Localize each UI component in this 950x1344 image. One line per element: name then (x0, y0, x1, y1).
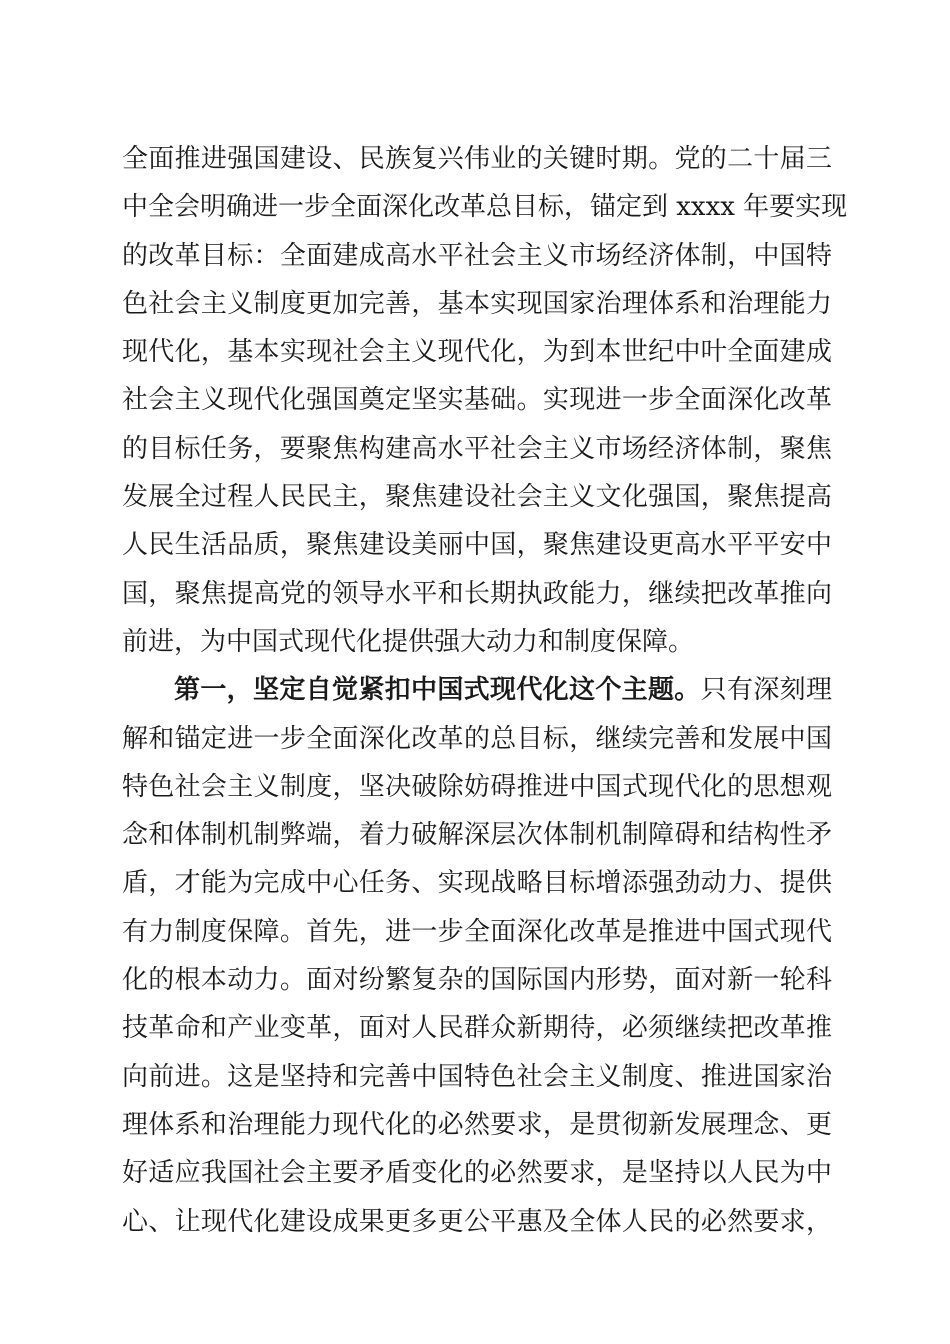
paragraph-line: 解和锚定进一步全面深化改革的总目标，继续完善和发展中国 (122, 723, 832, 754)
section-heading: 第一，坚定自觉紧扣中国式现代化这个主题。 (174, 675, 701, 706)
paragraph-line: 化的根本动力。面对纷繁复杂的国际国内形势，面对新一轮科 (122, 965, 832, 996)
paragraph-line: 色社会主义制度更加完善，基本实现国家治理体系和治理能力 (122, 288, 832, 319)
paragraph-line: 技革命和产业变革，面对人民群众新期待，必须继续把改革推 (122, 1013, 832, 1044)
document-body (122, 135, 848, 1246)
paragraph-1 (122, 135, 848, 666)
paragraph-line: 人民生活品质，聚焦建设美丽中国，聚焦建设更高水平平安中 (122, 530, 832, 561)
paragraph-line: 中全会明确进一步全面深化改革总目标，锚定到 xxxx 年要实现 (122, 192, 848, 223)
paragraph-line: 前进，为中国式现代化提供强大动力和制度保障。 (122, 626, 695, 657)
paragraph-line: 现代化，基本实现社会主义现代化，为到本世纪中叶全面建成 (122, 337, 832, 368)
paragraph-line: 向前进。这是坚持和完善中国特色社会主义制度、推进国家治 (122, 1061, 832, 1092)
paragraph-line: 特色社会主义制度，坚决破除妨碍推进中国式现代化的思想观 (122, 771, 832, 802)
paragraph-line: 有力制度保障。首先，进一步全面深化改革是推进中国式现代 (122, 916, 832, 947)
paragraph-line: 理体系和治理能力现代化的必然要求，是贯彻新发展理念、更 (122, 1109, 832, 1140)
paragraph-2 (122, 666, 832, 1246)
paragraph-line: 念和体制机制弊端，着力破解深层次体制机制障碍和结构性矛 (122, 820, 832, 851)
paragraph-line: 的目标任务，要聚焦构建高水平社会主义市场经济体制，聚焦 (122, 433, 832, 464)
paragraph-line: 好适应我国社会主要矛盾变化的必然要求，是坚持以人民为中 (122, 1158, 832, 1189)
paragraph-line: 国，聚焦提高党的领导水平和长期执政能力，继续把改革推向 (122, 578, 832, 609)
paragraph-line: 盾，才能为完成中心任务、实现战略目标增添强劲动力、提供 (122, 868, 832, 899)
paragraph-line: 社会主义现代化强国奠定坚实基础。实现进一步全面深化改革 (122, 385, 832, 416)
paragraph-line: 心、让现代化建设成果更多更公平惠及全体人民的必然要求， (122, 1206, 832, 1237)
paragraph-line: 的改革目标：全面建成高水平社会主义市场经济体制，中国特 (122, 240, 832, 271)
paragraph-line-rest: 只有深刻理 (700, 675, 832, 706)
paragraph-first-line (122, 666, 832, 714)
paragraph-line: 发展全过程人民民主，聚焦建设社会主义文化强国，聚焦提高 (122, 482, 832, 513)
paragraph-line: 全面推进强国建设、民族复兴伟业的关键时期。党的二十届三 (122, 144, 832, 174)
